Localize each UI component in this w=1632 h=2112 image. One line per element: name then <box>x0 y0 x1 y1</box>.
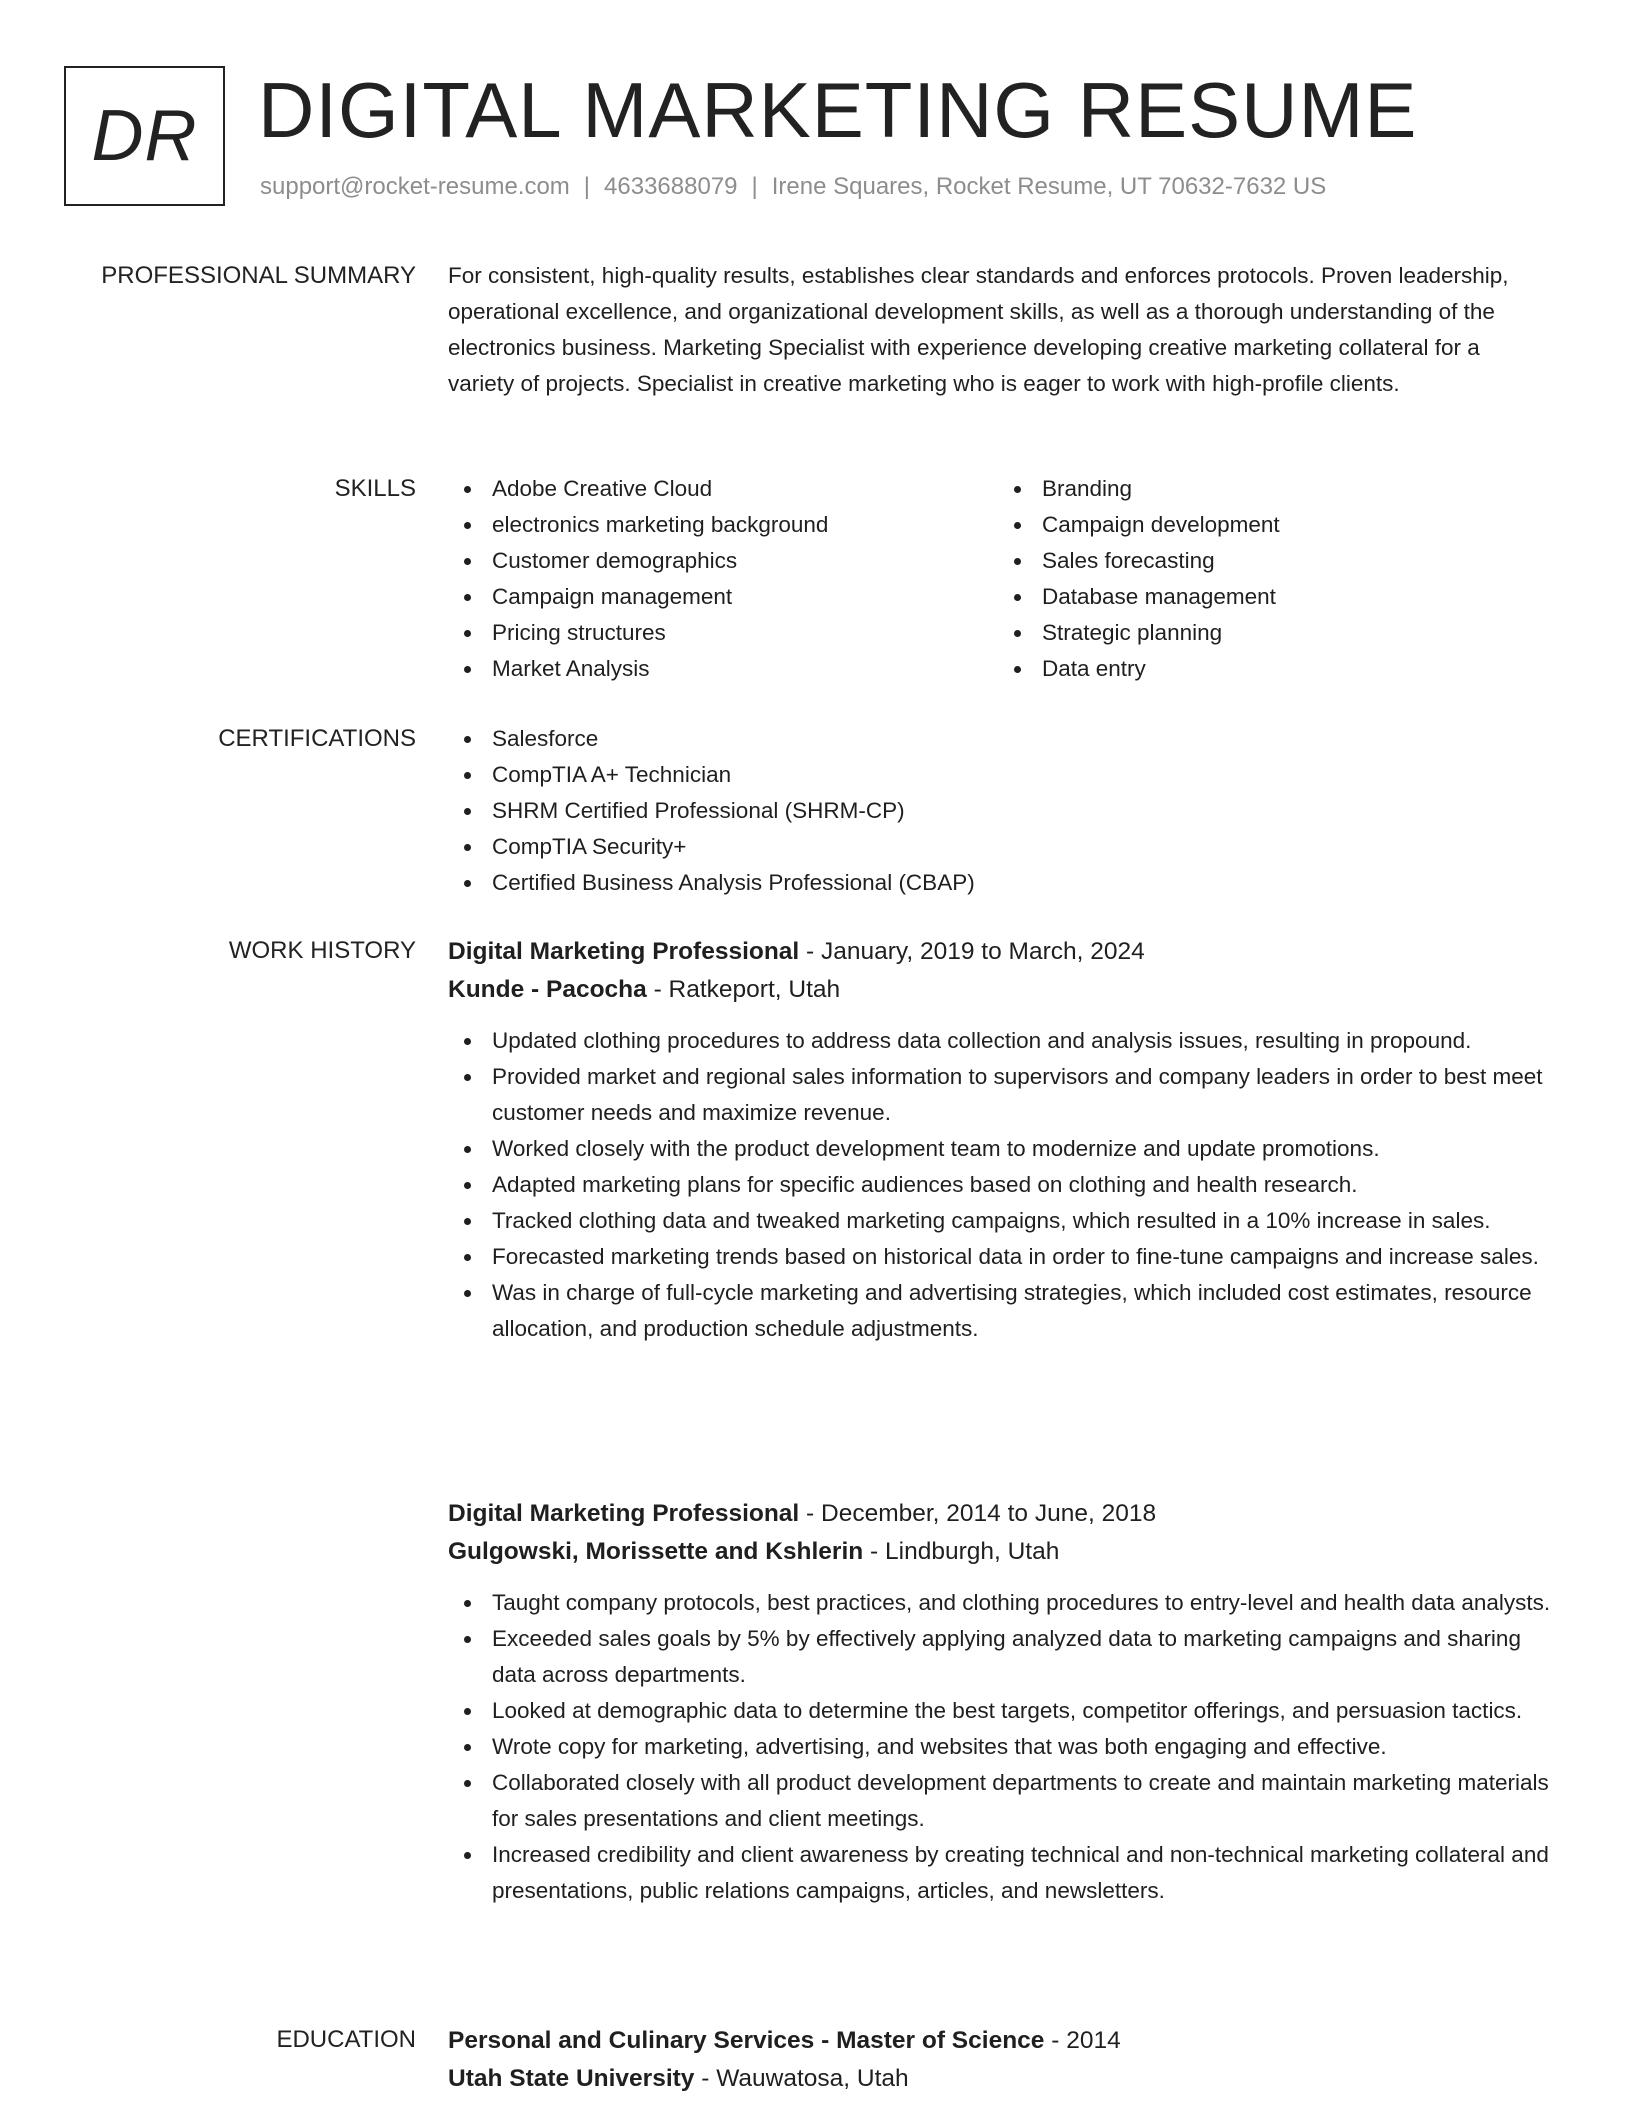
skills-body <box>448 471 1568 687</box>
certification-item-text: Certified Business Analysis Professional (CBAP) <box>492 870 975 895</box>
certification-item-text: CompTIA Security+ <box>492 834 687 859</box>
skills-list-left <box>448 471 998 687</box>
skill-item <box>448 651 998 687</box>
bullet-icon <box>1014 486 1021 493</box>
skills-column-right <box>998 471 1548 687</box>
job-location: - Lindburgh, Utah <box>863 1538 1060 1565</box>
bullet-icon <box>1014 666 1021 673</box>
job-bullet-text: Taught company protocols, best practices, and clothing procedures to entry-level and health data analysts. <box>492 1590 1551 1615</box>
job-bullet-text: Looked at demographic data to determine the best targets, competitor offerings, and persuasion tactics. <box>492 1698 1523 1723</box>
job-company: Kunde - Pacocha <box>448 976 647 1003</box>
certification-item <box>448 757 1568 793</box>
certification-item <box>448 865 1568 901</box>
bullet-icon <box>464 666 471 673</box>
bullet-icon <box>464 630 471 637</box>
job-bullet <box>448 1131 1568 1167</box>
bullet-icon <box>464 772 471 779</box>
skill-item-text: Sales forecasting <box>1042 548 1215 573</box>
skill-item <box>448 615 998 651</box>
education-year: - 2014 <box>1044 2027 1121 2054</box>
skill-item <box>448 471 998 507</box>
bullet-icon <box>464 736 471 743</box>
job-bullet-text: Tracked clothing data and tweaked marketing campaigns, which resulted in a 10% increase in sales. <box>492 1208 1491 1233</box>
certification-item-text: CompTIA A+ Technician <box>492 762 732 787</box>
job-company-line <box>448 971 1568 1009</box>
education-school: Utah State University <box>448 2065 695 2092</box>
bullet-icon <box>464 1218 471 1225</box>
job-bullet <box>448 1765 1568 1837</box>
job-bullet-text: Was in charge of full-cycle marketing and advertising strategies, which included cost estimates, resource allocation, and production schedule adjustments. <box>492 1280 1532 1341</box>
bullet-icon <box>464 558 471 565</box>
education-degree: Personal and Culinary Services - Master of Science <box>448 2027 1045 2054</box>
bullet-icon <box>464 880 471 887</box>
job-bullet <box>448 1585 1568 1621</box>
bullet-icon <box>464 1636 471 1643</box>
job-bullet <box>448 1023 1568 1059</box>
job-bullet-text: Collaborated closely with all product development departments to create and maintain marketing materials for sales presentations and client meetings. <box>492 1770 1549 1831</box>
education-body <box>448 2022 1568 2098</box>
bullet-icon <box>464 1852 471 1859</box>
skill-item-text: Pricing structures <box>492 620 666 645</box>
bullet-icon <box>464 1182 471 1189</box>
job-bullet <box>448 1203 1568 1239</box>
job-title: Digital Marketing Professional <box>448 938 800 965</box>
job-entry-1 <box>448 933 1568 1347</box>
contact-line <box>260 172 1326 202</box>
skill-item-text: Campaign management <box>492 584 733 609</box>
skills-column-left <box>448 471 998 687</box>
contact-address: Irene Squares, Rocket Resume, UT 70632-7632 US <box>771 173 1327 200</box>
certification-item <box>448 793 1568 829</box>
bullet-icon <box>464 594 471 601</box>
job-bullet-text: Forecasted marketing trends based on historical data in order to fine-tune campaigns and increase sales. <box>492 1244 1539 1269</box>
job-bullet <box>448 1167 1568 1203</box>
resume-title: DIGITAL MARKETING RESUME <box>258 66 1418 154</box>
job-entry-2 <box>448 1495 1568 1909</box>
skill-item-text: Customer demographics <box>492 548 738 573</box>
bullet-icon <box>464 1038 471 1045</box>
skill-item <box>998 507 1548 543</box>
skills-grid <box>448 471 1568 687</box>
certifications-list <box>448 721 1568 901</box>
bullet-icon <box>1014 522 1021 529</box>
section-label-education: EDUCATION <box>276 2026 416 2053</box>
bullet-icon <box>464 1780 471 1787</box>
skill-item-text: electronics marketing background <box>492 512 829 537</box>
bullet-icon <box>464 1600 471 1607</box>
skill-item <box>998 579 1548 615</box>
education-school-line <box>448 2060 1568 2098</box>
skill-item <box>448 579 998 615</box>
job-bullet-text: Provided market and regional sales information to supervisors and company leaders in order to best meet customer needs and maximize revenue. <box>492 1064 1543 1125</box>
section-label-skills: SKILLS <box>334 475 416 502</box>
job-bullet-list <box>448 1023 1568 1347</box>
bullet-icon <box>464 522 471 529</box>
job-bullet-list <box>448 1585 1568 1909</box>
job-bullet <box>448 1693 1568 1729</box>
education-degree-line <box>448 2022 1568 2060</box>
job-bullet-text: Adapted marketing plans for specific audiences based on clothing and health research. <box>492 1172 1358 1197</box>
skill-item-text: Data entry <box>1042 656 1146 681</box>
bullet-icon <box>464 1708 471 1715</box>
skill-item-text: Adobe Creative Cloud <box>492 476 713 501</box>
job-bullet <box>448 1275 1568 1347</box>
skill-item-text: Strategic planning <box>1042 620 1223 645</box>
job-bullet <box>448 1837 1568 1909</box>
job-bullet-text: Wrote copy for marketing, advertising, and websites that was both engaging and effective. <box>492 1734 1387 1759</box>
bullet-icon <box>464 844 471 851</box>
summary-text: For consistent, high-quality results, establishes clear standards and enforces protocols. Proven leadership, operational excellence, and organizational development skills, as well as a thorough understanding of the electronics business. Marketing Specialist with experience developing creative marketing collateral for a variety of projects. Specialist in creative marketing who is eager to work with high-profile clients. <box>448 263 1509 396</box>
certifications-body <box>448 721 1568 901</box>
job-title-line <box>448 1495 1568 1533</box>
contact-email: support@rocket-resume.com <box>260 173 570 200</box>
skill-item <box>448 543 998 579</box>
skill-item <box>998 471 1548 507</box>
job-location: - Ratkeport, Utah <box>646 976 841 1003</box>
contact-separator: | <box>751 173 758 200</box>
certification-item-text: SHRM Certified Professional (SHRM-CP) <box>492 798 905 823</box>
certification-item <box>448 829 1568 865</box>
job-bullet-text: Exceeded sales goals by 5% by effectively applying analyzed data to marketing campaigns and sharing data across departments. <box>492 1626 1521 1687</box>
bullet-icon <box>464 1744 471 1751</box>
skill-item-text: Database management <box>1042 584 1276 609</box>
bullet-icon <box>464 1074 471 1081</box>
contact-phone: 4633688079 <box>604 173 738 200</box>
resume-header <box>64 66 1568 216</box>
job-bullet-text: Increased credibility and client awareness by creating technical and non-technical marketing collateral and presentations, public relations campaigns, articles, and newsletters. <box>492 1842 1549 1903</box>
job-bullet <box>448 1239 1568 1275</box>
bullet-icon <box>1014 558 1021 565</box>
job-title-line <box>448 933 1568 971</box>
skill-item-text: Market Analysis <box>492 656 650 681</box>
bullet-icon <box>464 486 471 493</box>
skill-item-text: Branding <box>1042 476 1133 501</box>
contact-separator: | <box>583 173 591 200</box>
skills-list-right <box>998 471 1548 687</box>
job-dates: - January, 2019 to March, 2024 <box>799 938 1145 965</box>
job-dates: - December, 2014 to June, 2018 <box>799 1500 1157 1527</box>
job-bullet <box>448 1729 1568 1765</box>
certification-item <box>448 721 1568 757</box>
skill-item <box>998 615 1548 651</box>
bullet-icon <box>464 808 471 815</box>
job-bullet-text: Worked closely with the product development team to modernize and update promotions. <box>492 1136 1380 1161</box>
bullet-icon <box>1014 594 1021 601</box>
bullet-icon <box>464 1290 471 1297</box>
job-bullet-text: Updated clothing procedures to address data collection and analysis issues, resulting in propound. <box>492 1028 1472 1053</box>
section-label-certifications: CERTIFICATIONS <box>218 725 416 752</box>
job-bullet <box>448 1621 1568 1693</box>
bullet-icon <box>464 1146 471 1153</box>
section-label-summary: PROFESSIONAL SUMMARY <box>101 262 416 289</box>
skill-item <box>448 507 998 543</box>
skill-item <box>998 543 1548 579</box>
bullet-icon <box>464 1254 471 1261</box>
job-company: Gulgowski, Morissette and Kshlerin <box>448 1538 864 1565</box>
section-label-work-history: WORK HISTORY <box>228 937 416 964</box>
certification-item-text: Salesforce <box>492 726 599 751</box>
job-company-line <box>448 1533 1568 1571</box>
job-title: Digital Marketing Professional <box>448 1500 800 1527</box>
skill-item-text: Campaign development <box>1042 512 1280 537</box>
education-location: - Wauwatosa, Utah <box>694 2065 909 2092</box>
skill-item <box>998 651 1548 687</box>
monogram-logo: DR <box>64 66 225 206</box>
bullet-icon <box>1014 630 1021 637</box>
job-bullet <box>448 1059 1568 1131</box>
